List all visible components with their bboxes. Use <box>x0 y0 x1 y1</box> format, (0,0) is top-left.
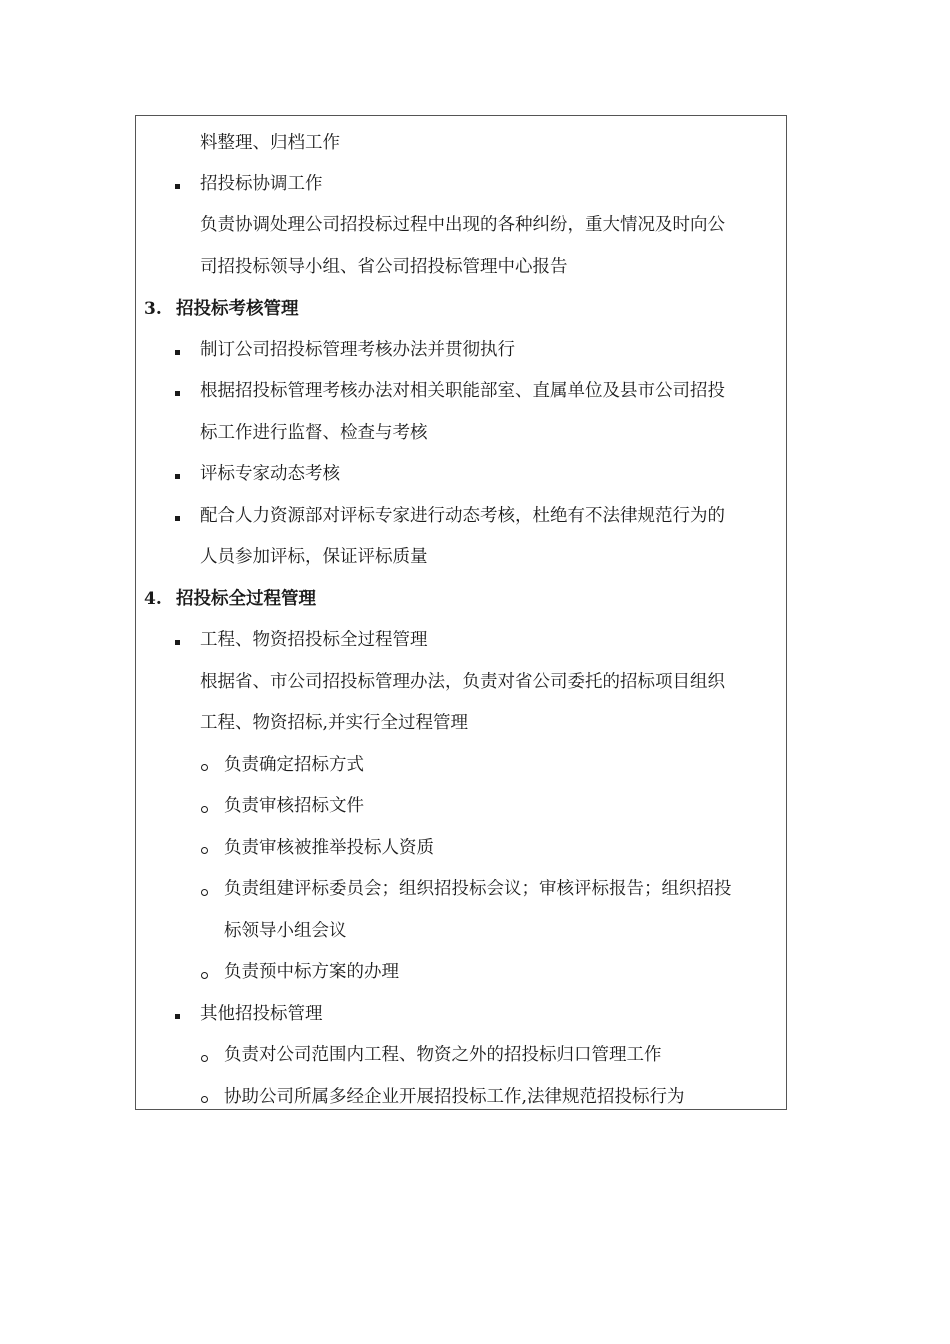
square-bullet-icon <box>175 350 180 355</box>
bullet-item: 制订公司招投标管理考核办法并贯彻执行 <box>200 340 515 360</box>
square-bullet-icon <box>175 1014 180 1019</box>
sub-bullet-item: 负责预中标方案的办理 <box>224 962 399 982</box>
text-line: 工程、物资招标,并实行全过程管理 <box>200 713 469 733</box>
text-line: 标工作进行监督、检查与考核 <box>200 423 428 443</box>
text-line: 人员参加评标，保证评标质量 <box>200 547 428 567</box>
square-bullet-icon <box>175 516 180 521</box>
text-line: 标领导小组会议 <box>224 921 347 941</box>
circle-bullet-icon <box>201 764 208 771</box>
circle-bullet-icon <box>201 1055 208 1062</box>
section-heading: 招投标考核管理 <box>176 299 299 319</box>
square-bullet-icon <box>175 474 180 479</box>
text-line: 根据省、市公司招投标管理办法，负责对省公司委托的招标项目组织 <box>200 672 725 692</box>
circle-bullet-icon <box>201 847 208 854</box>
sub-bullet-item: 协助公司所属多经企业开展招投标工作,法律规范招投标行为 <box>224 1087 685 1107</box>
sub-bullet-item: 负责组建评标委员会；组织招投标会议；审核评标报告；组织招投 <box>224 879 732 899</box>
bullet-item: 配合人力资源部对评标专家进行动态考核，杜绝有不法律规范行为的 <box>200 506 725 526</box>
text-line: 负责协调处理公司招投标过程中出现的各种纠纷，重大情况及时向公 <box>200 215 725 235</box>
bullet-item: 工程、物资招投标全过程管理 <box>200 630 428 650</box>
sub-bullet-item: 负责审核被推举投标人资质 <box>224 838 434 858</box>
square-bullet-icon <box>175 640 180 645</box>
bullet-item: 根据招投标管理考核办法对相关职能部室、直属单位及县市公司招投 <box>200 381 725 401</box>
square-bullet-icon <box>175 184 180 189</box>
sub-bullet-item: 负责确定招标方式 <box>224 755 364 775</box>
bullet-item: 评标专家动态考核 <box>200 464 340 484</box>
circle-bullet-icon <box>201 889 208 896</box>
sub-bullet-item: 负责对公司范围内工程、物资之外的招投标归口管理工作 <box>224 1045 662 1065</box>
square-bullet-icon <box>175 391 180 396</box>
sub-bullet-item: 负责审核招标文件 <box>224 796 364 816</box>
text-line: 料整理、归档工作 <box>200 133 340 153</box>
circle-bullet-icon <box>201 806 208 813</box>
text-line: 司招投标领导小组、省公司招投标管理中心报告 <box>200 257 568 277</box>
section-heading: 招投标全过程管理 <box>176 589 316 609</box>
circle-bullet-icon <box>201 972 208 979</box>
circle-bullet-icon <box>201 1096 208 1103</box>
bullet-item: 招投标协调工作 <box>200 174 323 194</box>
section-number: 3. <box>144 299 162 319</box>
section-number: 4. <box>144 589 162 609</box>
bullet-item: 其他招投标管理 <box>200 1004 323 1024</box>
